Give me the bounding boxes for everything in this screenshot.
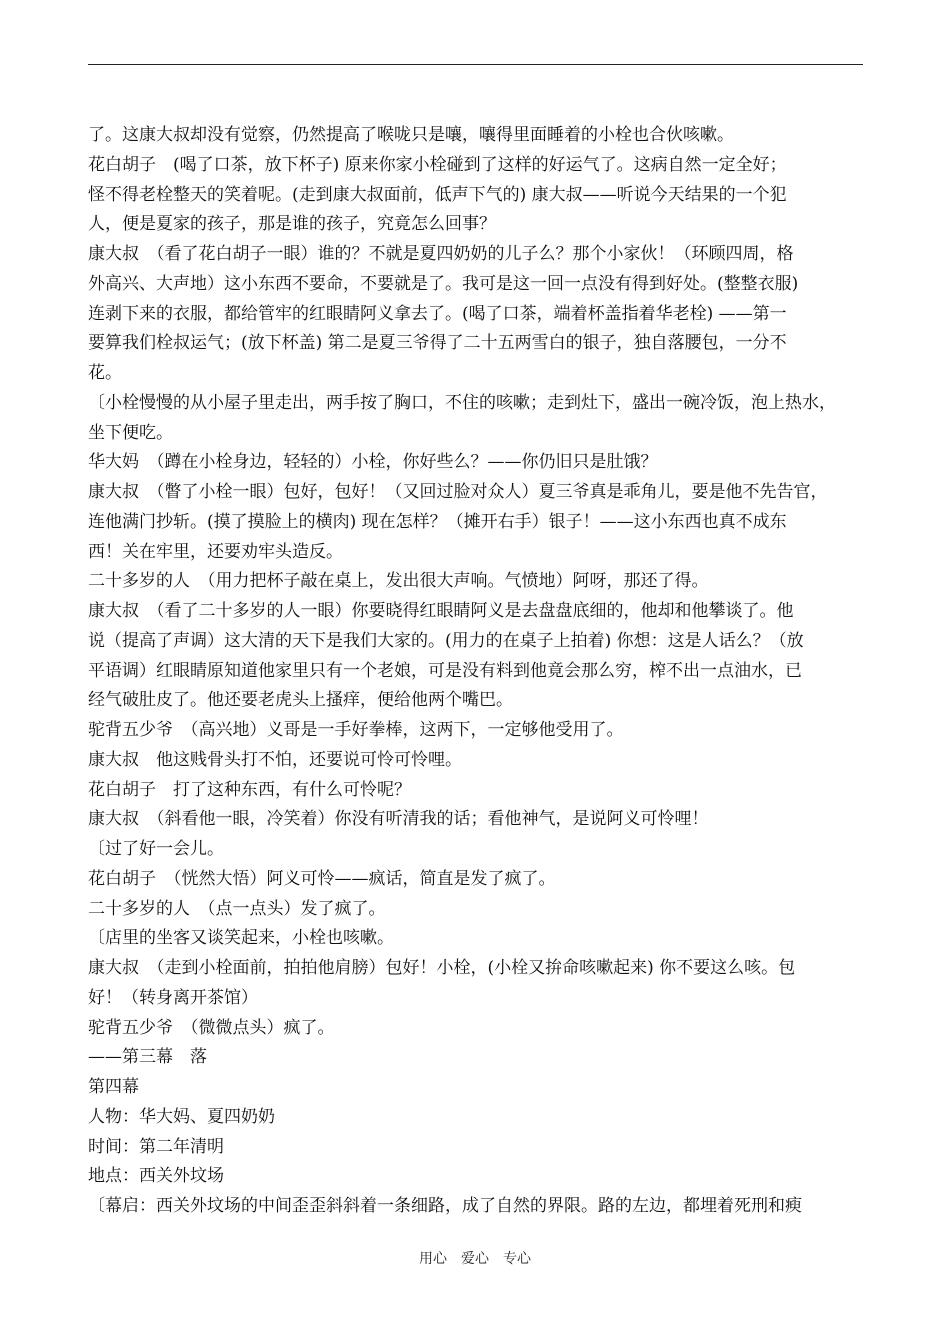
text-line: 〔幕启：西关外坟场的中间歪歪斜斜着一条细路，成了自然的界限。路的左边，都埋着死刑和瘐 <box>88 1196 802 1216</box>
text-line: 〔过了好一会儿。 <box>88 839 224 859</box>
page-footer: 用心 爱心 专心 <box>419 1251 531 1267</box>
text-line: 时间：第二年清明 <box>88 1136 224 1157</box>
document-body <box>88 121 878 1222</box>
text-line: 花。 <box>88 363 122 383</box>
text-line: ——第三幕 落 <box>88 1047 207 1068</box>
text-line: 平语调）红眼睛原知道他家里只有一个老娘，可是没有料到他竟会那么穷，榨不出一点油水，已 <box>88 660 802 681</box>
text-line: 地点：西关外坟场 <box>88 1166 224 1187</box>
text-line: 〔小栓慢慢的从小屋子里走出，两手按了胸口，不住的咳嗽；走到灶下，盛出一碗冷饭，泡上热水， <box>88 392 836 413</box>
text-line: 西！关在牢里，还要劝牢头造反。 <box>88 541 343 562</box>
text-line: 康大叔 （看了花白胡子一眼）谁的？不就是夏四奶奶的儿子么？那个小家伙！（环顾四周，格 <box>88 244 794 264</box>
text-line: 外高兴、大声地）这小东西不要命，不要就是了。我可是这一回一点没有得到好处。(整整衣服) <box>88 273 799 294</box>
text-line: 连剥下来的衣服，都给管牢的红眼睛阿义拿去了。(喝了口茶，端着杯盖指着华老栓) ——第一 <box>88 303 787 324</box>
text-line: 康大叔 （看了二十多岁的人一眼）你要晓得红眼睛阿义是去盘盘底细的，他却和他攀谈了。他 <box>88 601 794 621</box>
text-line: 人，便是夏家的孩子，那是谁的孩子，究竟怎么回事？ <box>88 214 496 235</box>
text-line: 经气破肚皮了。他还要老虎头上搔痒，便给他两个嘴巴。 <box>88 690 513 711</box>
text-line: 二十多岁的人 （用力把杯子敲在桌上，发出很大声响。气愤地）阿呀，那还了得。 <box>88 571 709 592</box>
act-heading: 第四幕 <box>88 1077 139 1097</box>
text-line: 康大叔 （瞥了小栓一眼）包好，包好！（又回过脸对众人）夏三爷真是乖角儿，要是他不先告官， <box>88 482 828 502</box>
text-line: 驼背五少爷 （微微点头）疯了。 <box>88 1017 335 1038</box>
text-line: 人物：华大妈、夏四奶奶 <box>88 1106 275 1127</box>
header-rule <box>88 64 863 65</box>
text-line: 说（提高了声调）这大清的天下是我们大家的。(用力的在桌子上拍着) 你想：这是人话么？（放 <box>88 630 804 651</box>
text-line: 花白胡子 打了这种东西，有什么可怜呢？ <box>88 779 411 800</box>
text-line: 连他满门抄斩。(摸了摸脸上的横肉) 现在怎样？（摊开右手）银子！——这小东西也真不成东 <box>88 511 787 532</box>
text-line: 华大妈 （蹲在小栓身边，轻轻的）小栓，你好些么？——你仍旧只是肚饿？ <box>88 452 658 473</box>
text-line: 康大叔 （走到小栓面前，拍拍他肩膀）包好！小栓，(小栓又拚命咳嗽起来) 你不要这么咳。包 <box>88 958 796 978</box>
text-line: 康大叔 （斜看他一眼，冷笑着）你没有听清我的话；看他神气，是说阿义可怜哩！ <box>88 809 709 830</box>
text-line: 二十多岁的人 （点一点头）发了疯了。 <box>88 898 386 919</box>
text-line: 要算我们栓叔运气；(放下杯盖) 第二是夏三爷得了二十五两雪白的银子，独自落腰包，一分不 <box>88 333 787 354</box>
text-line: 好！（转身离开茶馆） <box>88 987 258 1008</box>
text-line: 康大叔 他这贱骨头打不怕，还要说可怜可怜哩。 <box>88 749 462 770</box>
text-line: 花白胡子 (喝了口茶，放下杯子) 原来你家小栓碰到了这样的好运气了。这病自然一定全好； <box>88 154 787 175</box>
text-line: 坐下便吃。 <box>88 422 173 443</box>
text-line: 〔店里的坐客又谈笑起来，小栓也咳嗽。 <box>88 928 394 949</box>
text-line: 驼背五少爷 （高兴地）义哥是一手好拳棒，这两下，一定够他受用了。 <box>88 720 624 740</box>
text-line: 怪不得老栓整天的笑着呢。(走到康大叔面前，低声下气的) 康大叔——听说今天结果的一个犯 <box>88 184 787 205</box>
text-line: 花白胡子 （恍然大悟）阿义可怜——疯话，简直是发了疯了。 <box>88 868 556 889</box>
text-line: 了。这康大叔却没有觉察，仍然提高了喉咙只是嚷，嚷得里面睡着的小栓也合伙咳嗽。 <box>88 125 734 145</box>
